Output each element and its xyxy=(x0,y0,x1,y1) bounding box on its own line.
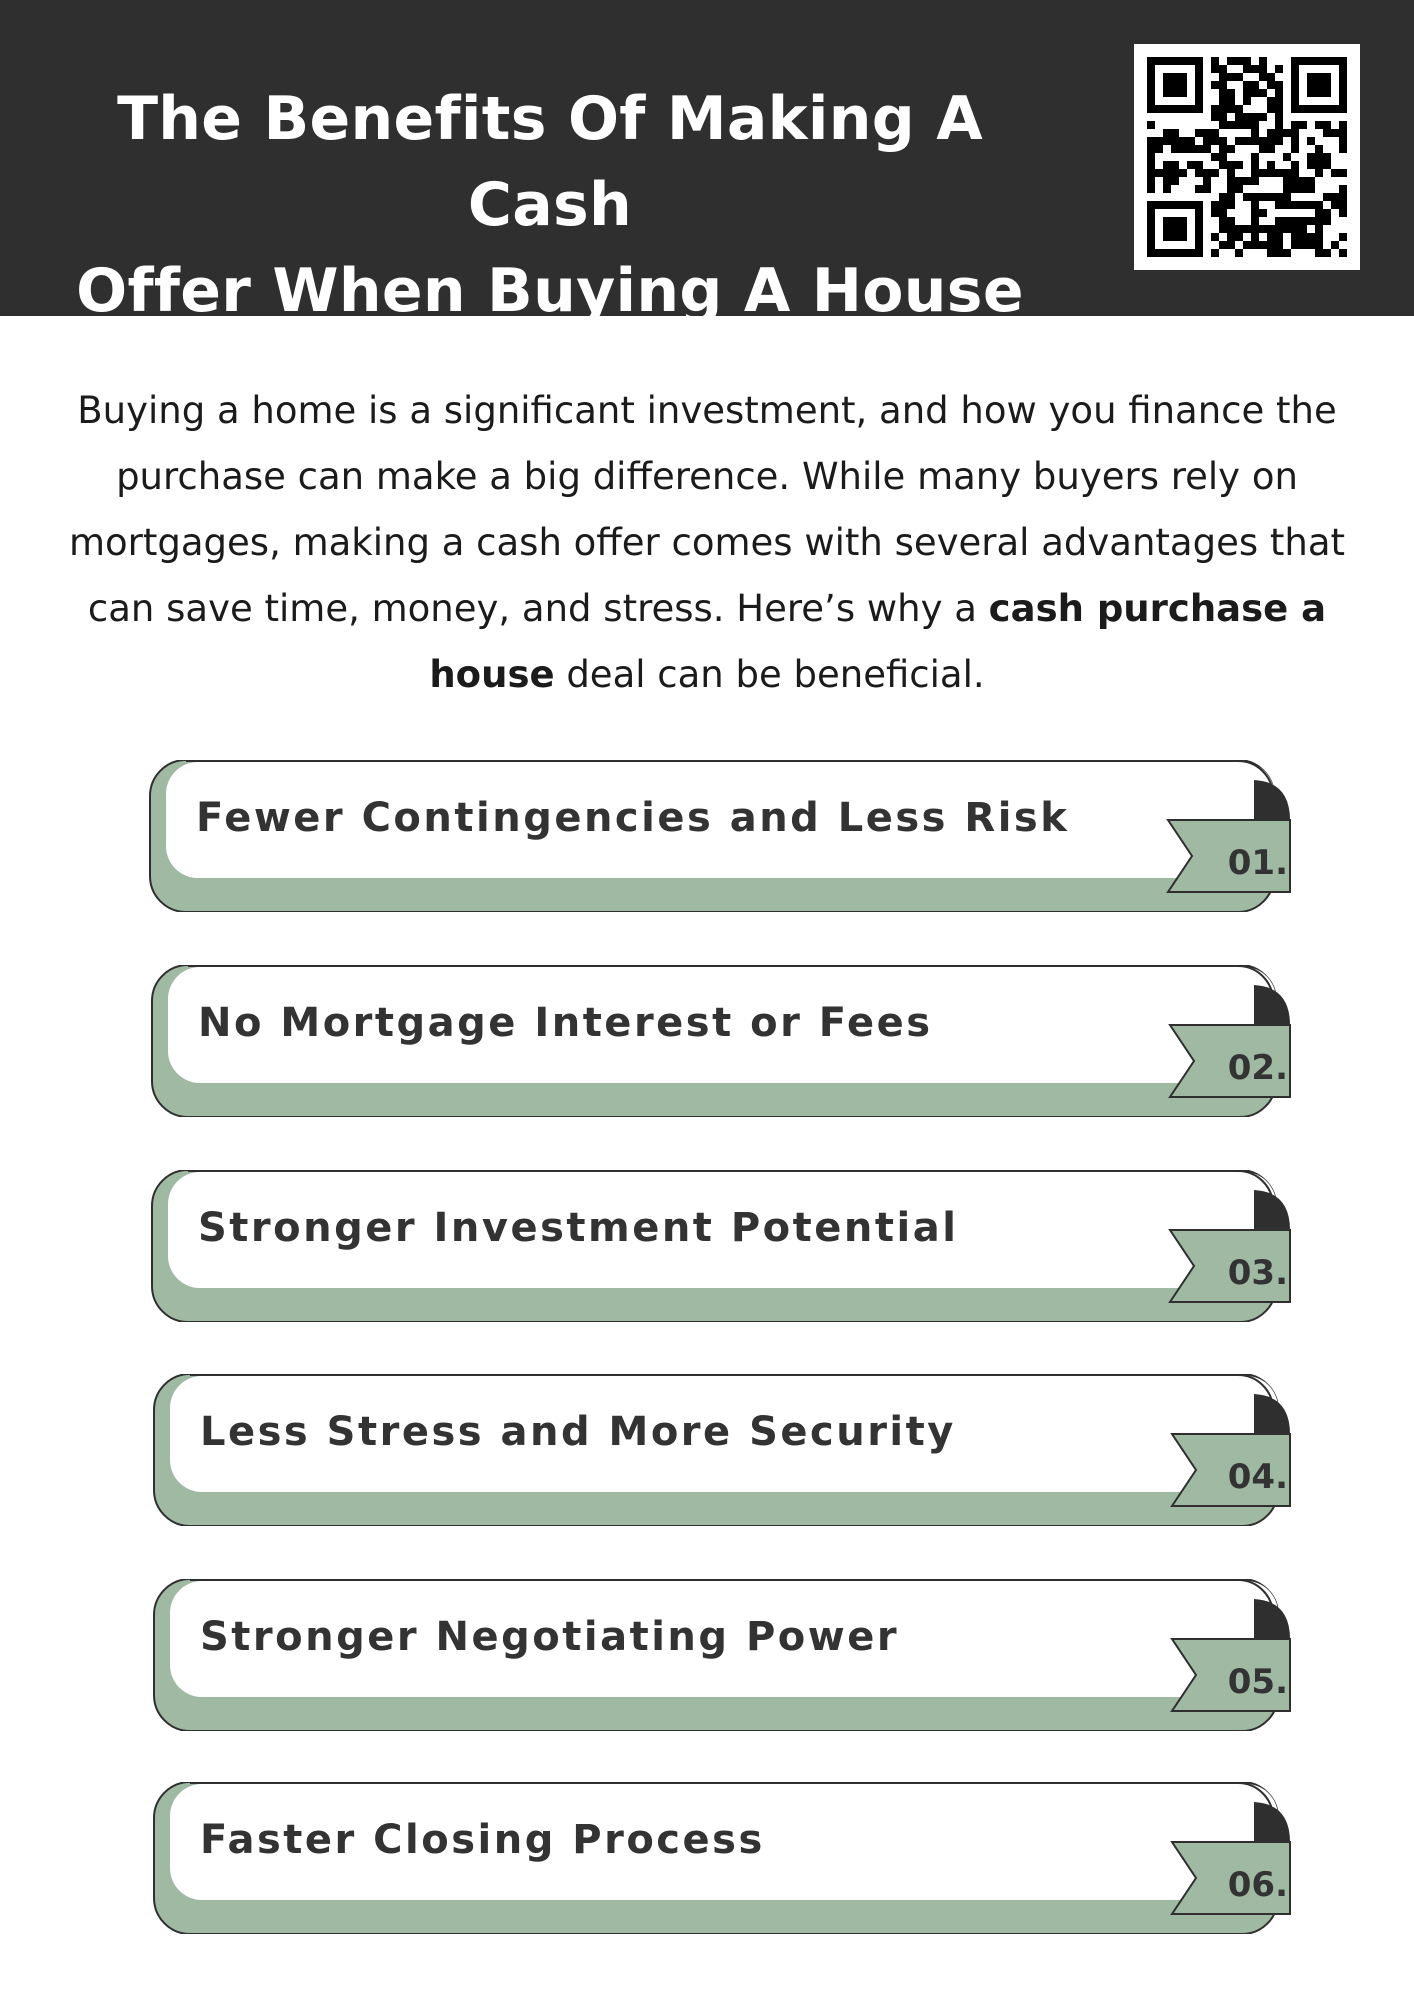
benefit-item xyxy=(0,965,1414,1117)
page-title xyxy=(30,76,1070,334)
benefit-item xyxy=(0,1579,1414,1731)
benefit-number: 04. xyxy=(1227,1457,1288,1497)
benefit-number: 06. xyxy=(1227,1865,1288,1905)
benefit-number: 03. xyxy=(1227,1253,1288,1293)
qr-code-icon xyxy=(1134,44,1360,270)
benefit-item xyxy=(0,1374,1414,1526)
benefit-item xyxy=(0,760,1414,912)
benefit-title: Less Stress and More Security xyxy=(200,1409,956,1455)
intro-text-1: Buying a home is a significant investment, and how you finance the purchase can make a big difference. While many buyers rely on mortgages, making a cash offer comes with several advantages that can save time, money, and stress. Here’s why a xyxy=(68,389,1346,630)
benefit-title: Stronger Negotiating Power xyxy=(200,1614,900,1660)
title-line-2: Offer When Buying A House xyxy=(76,256,1024,326)
intro-paragraph xyxy=(60,378,1354,708)
benefit-title: Fewer Contingencies and Less Risk xyxy=(196,795,1070,841)
intro-bold-phrase: cash purchase a house xyxy=(429,587,1327,696)
header-banner xyxy=(0,0,1414,326)
benefit-number: 01. xyxy=(1227,843,1288,883)
benefit-item xyxy=(0,1170,1414,1322)
benefit-item xyxy=(0,1782,1414,1934)
benefit-title: No Mortgage Interest or Fees xyxy=(198,1000,933,1046)
benefit-title: Faster Closing Process xyxy=(200,1817,765,1863)
title-line-1: The Benefits Of Making A Cash xyxy=(117,84,983,240)
benefit-title: Stronger Investment Potential xyxy=(198,1205,959,1251)
benefit-number: 05. xyxy=(1227,1662,1288,1702)
intro-text-2: deal can be beneficial. xyxy=(554,653,985,696)
benefit-number: 02. xyxy=(1227,1048,1288,1088)
